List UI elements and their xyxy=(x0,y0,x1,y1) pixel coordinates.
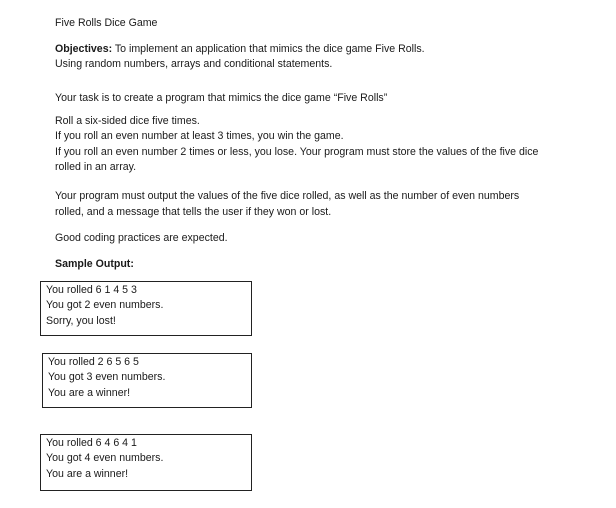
output-requirement-line-2: rolled, and a message that tells the user if they won or lost. xyxy=(55,206,332,218)
sample-output-heading: Sample Output: xyxy=(55,258,134,270)
sample-rolled-line: You rolled 6 4 6 4 1 xyxy=(46,437,137,449)
objectives-text: To implement an application that mimics the dice game Five Rolls. xyxy=(112,43,425,55)
sample-result-line: You are a winner! xyxy=(48,387,131,399)
rule-line-1: Roll a six-sided dice five times. xyxy=(55,115,200,127)
sample-result-line: You are a winner! xyxy=(46,468,129,480)
sample-rolled-line: You rolled 2 6 5 6 5 xyxy=(48,356,139,368)
sample-even-count-line: You got 4 even numbers. xyxy=(46,452,164,464)
objectives-line xyxy=(55,43,425,56)
rule-line-3: If you roll an even number 2 times or less, you lose. Your program must store the values of the five dice xyxy=(55,146,539,158)
sample-even-count-line: You got 3 even numbers. xyxy=(48,371,166,383)
rule-line-4: rolled in an array. xyxy=(55,161,137,173)
sample-even-count-line: You got 2 even numbers. xyxy=(46,299,164,311)
objectives-line-2: Using random numbers, arrays and conditional statements. xyxy=(55,58,333,70)
sample-rolled-line: You rolled 6 1 4 5 3 xyxy=(46,284,137,296)
coding-practices-note: Good coding practices are expected. xyxy=(55,232,228,244)
sample-output-box xyxy=(40,434,252,491)
task-statement: Your task is to create a program that mimics the dice game “Five Rolls” xyxy=(55,92,388,104)
output-requirement-line-1: Your program must output the values of the five dice rolled, as well as the number of even numbers xyxy=(55,190,520,202)
document-title: Five Rolls Dice Game xyxy=(55,17,158,29)
sample-output-box xyxy=(42,353,252,408)
objectives-label: Objectives: xyxy=(55,43,113,55)
rule-line-2: If you roll an even number at least 3 times, you win the game. xyxy=(55,130,344,142)
sample-result-line: Sorry, you lost! xyxy=(46,315,116,327)
sample-output-box xyxy=(40,281,252,336)
